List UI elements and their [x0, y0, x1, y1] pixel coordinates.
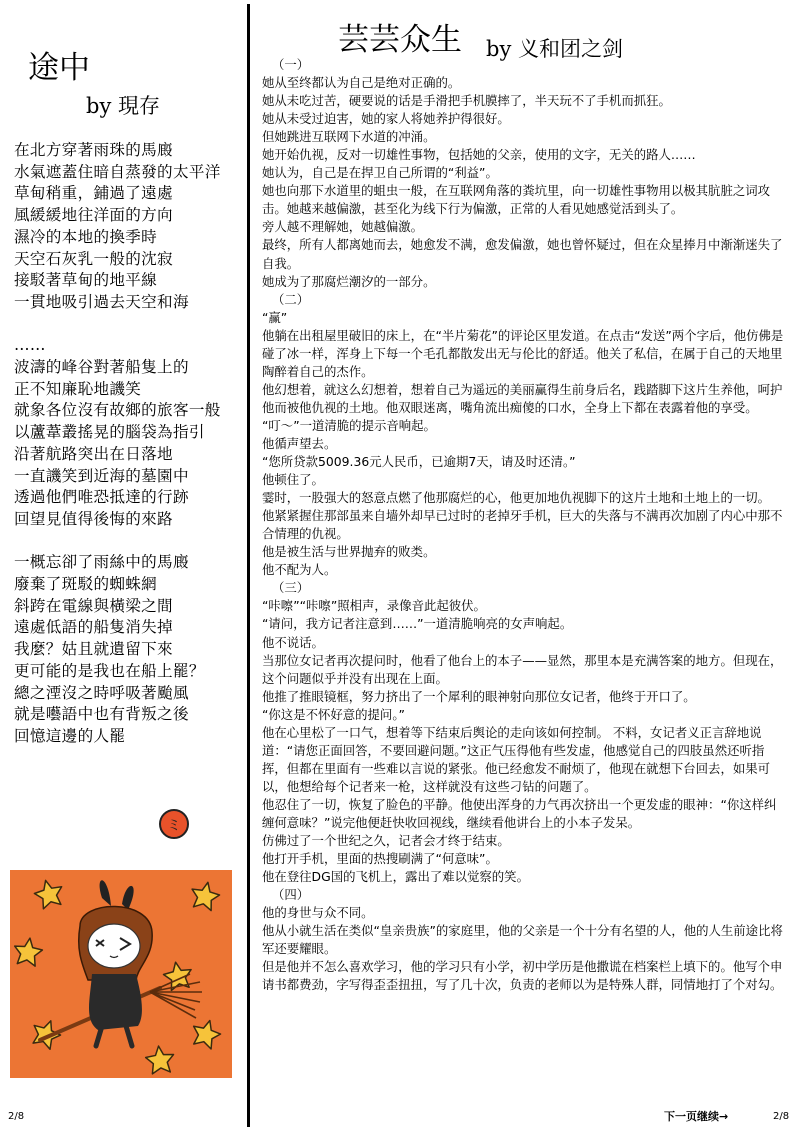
poem-line: 就是囈語中也有背叛之後 [14, 705, 189, 724]
article-paragraph: 她认为，自己是在捍卫自己所谓的“利益”。 [262, 165, 498, 181]
poem-line: 波濤的峰谷對著船隻上的 [14, 358, 189, 377]
poem-line: 一直譏笑到近海的墓園中 [14, 466, 189, 485]
article-paragraph: “你这是不怀好意的提问。” [262, 706, 405, 722]
article-paragraph: 她开始仇视，反对一切雄性事物，包括她的父亲，使用的文字，无关的路人…… [262, 147, 696, 163]
article-paragraph: 他在登往DG国的飞机上，露出了难以觉察的笑。 [262, 869, 529, 885]
poem-line: 沿著航路突出在日落地 [14, 444, 173, 463]
poem-line: 回憶這邊的人罷 [14, 726, 126, 745]
section-heading: （一） [272, 57, 310, 72]
article-title: 芸芸众生 [338, 22, 462, 58]
article-paragraph: 他顿住了。 [262, 472, 324, 488]
section-heading: （四） [272, 887, 310, 903]
poem-line: 天空石灰乳一般的沈寂 [14, 249, 173, 268]
article-body [262, 56, 784, 994]
poem-line: …… [14, 336, 46, 355]
article-paragraph: 他躺在出租屋里破旧的床上，在“半片菊花”的评论区里发道。在点击“发送”两个字后，他仿佛是碰了冰一样，浑身上下每一个毛孔都散发出无与伦比的舒适。他关了私信，在属于自己的天地里陶醉着自己的杰作。 [262, 327, 784, 379]
poem-line: 回望見值得後悔的來路 [14, 509, 173, 528]
section-heading: （三） [272, 580, 310, 596]
poem-line: 透過他們唯恐抵達的行跡 [14, 488, 189, 507]
article-paragraph: “请问，我方记者注意到……”一道清脆响亮的女声响起。 [262, 616, 573, 632]
article-paragraph: 但她跳进互联网下水道的冲涌。 [262, 129, 436, 145]
poem-line: 總之湮沒之時呼吸著颱風 [14, 683, 189, 702]
poem-line: 正不知廉恥地譏笑 [14, 379, 142, 398]
poem-title: 途中 [28, 50, 90, 86]
stanza-gap [14, 314, 246, 336]
article-paragraph: “咔嚓”“咔嚓”照相声，录像音此起彼伏。 [262, 598, 486, 614]
article-paragraph: “赢” [262, 309, 288, 325]
poem-line: 一貫地吸引過去天空和海 [14, 292, 189, 311]
article-paragraph: 他忍住了一切，恢复了脸色的平静。他使出浑身的力气再次挤出一个更发虚的眼神：“你这样纠缠何意味？”说完他便赶快收回视线，继续看他讲台上的小本子发呆。 [262, 796, 777, 830]
article-paragraph: 他在心里松了一口气，想着等下结束后舆论的走向该如何控制。 不料，女记者义正言辞地说道：“请您正面回答，不要回避问题。”这正气压得他有些发虚，他感觉自己的四肢虽然还听指挥，但都在里面有一些难以言说的紧张。他已经愈发不耐烦了，他现在就想下台回去，如果可以，他想给每个记者来一枪，这样就没有这些刁钻的问题了。 [262, 724, 771, 794]
article-author: by 义和团之剑 [486, 37, 623, 61]
article-paragraph: 他的身世与众不同。 [262, 905, 374, 921]
section-heading: （二） [272, 291, 310, 307]
article-paragraph: 她成为了那腐烂潮汐的一部分。 [262, 273, 436, 289]
article-paragraph: 她从未受过迫害，她的家人将她养护得很好。 [262, 111, 510, 127]
article-paragraph: 霎时，一股强大的怒意点燃了他那腐烂的心，他更加地仇视脚下的这片土地和土地上的一切。 [262, 490, 771, 506]
poem-author: by 現存 [86, 94, 160, 118]
page-number-left: 2/8 [8, 1111, 25, 1122]
article-paragraph: “您所贷款5009.36元人民币，已逾期7天，请及时还清。” [262, 454, 576, 470]
page-number-right: 2/8 [773, 1111, 790, 1122]
article-paragraph: 他幻想着，就这么幻想着，想着自己为遥远的美丽赢得生前身后名，践踏脚下这片生养他，呵护他而被他仇视的土地。他双眼迷离，嘴角流出痴傻的口水，全身上下都在表露着他的享受。 [262, 381, 783, 415]
poem-line: 以蘆葦叢搖晃的腦袋為指引 [14, 423, 205, 442]
article-paragraph: 他紧紧握住那部虽来自墙外却早已过时的老掉牙手机，巨大的失落与不满再次加剧了内心中那不合情理的仇视。 [262, 508, 783, 542]
poem-line: 接駁著草甸的地平線 [14, 271, 158, 290]
stanza-gap [14, 531, 246, 553]
poem-line: 更可能的是我也在船上罷？ [14, 661, 205, 680]
article-paragraph: 他不说话。 [262, 634, 324, 650]
article-paragraph: 旁人越不理解她，她越偏激。 [262, 219, 424, 235]
article-paragraph: 她从至终都认为自己是绝对正确的。 [262, 75, 461, 91]
article-paragraph: 但是他并不怎么喜欢学习，他的学习只有小学，初中学历是他撒谎在档案栏上填下的。他写个申请书都费劲，字写得歪歪扭扭，写了几十次，负责的老师以为是特殊人群，同情地打了个对勾。 [262, 959, 783, 993]
poem-line: 水氣遮蓋住暗自蒸發的太平洋 [14, 162, 221, 181]
bunny-witch-illustration [10, 870, 232, 1078]
column-divider [247, 4, 250, 1127]
poem-line: 廢棄了斑駁的蜘蛛網 [14, 575, 158, 594]
seal-stamp-icon: ミ [159, 809, 189, 839]
poem-line: 就象各位沒有故鄉的旅客一般 [14, 401, 221, 420]
poem-body [14, 140, 246, 748]
article-paragraph: 她从未吃过苦，硬要说的话是手滑把手机膜摔了，半天玩不了手机而抓狂。 [262, 93, 671, 109]
article-paragraph: 他循声望去。 [262, 435, 337, 451]
poem-line: 我麼？姑且就遺留下來 [14, 640, 173, 659]
poem-line: 遠處低語的船隻消失掉 [14, 618, 173, 637]
article-paragraph: 他打开手机，里面的热搜刷满了“何意味”。 [262, 851, 498, 867]
poem-line: 一概忘卻了雨絲中的馬廄 [14, 553, 189, 572]
next-page-link[interactable]: 下一页继续→ [664, 1110, 729, 1123]
article-paragraph: 他从小就生活在类似“皇亲贵族”的家庭里，他的父亲是一个十分有名望的人，他的人生前途比将军还要耀眼。 [262, 923, 783, 957]
article-paragraph: 他不配为人。 [262, 562, 337, 578]
poem-line: 風緩緩地往洋面的方向 [14, 206, 173, 225]
poem-line: 在北方穿著雨珠的馬廄 [14, 141, 173, 159]
poem-line: 草甸稍重，鋪過了遠處 [14, 184, 173, 203]
article-paragraph: 最终，所有人都离她而去，她愈发不满，愈发偏激，她也曾怀疑过，但在众星捧月中渐渐迷失了自我。 [262, 237, 783, 271]
poem-line: 濕冷的本地的換季時 [14, 227, 158, 246]
article-paragraph: 他是被生活与世界抛弃的败类。 [262, 544, 436, 560]
article-paragraph: 他推了推眼镜框，努力挤出了一个犀利的眼神射向那位女记者，他终于开口了。 [262, 688, 696, 704]
article-paragraph: “叮～”一道清脆的提示音响起。 [262, 417, 436, 433]
article-paragraph: 当那位女记者再次提问时，他看了他台上的本子——显然，那里本是充满答案的地方。但现在，这个问题似乎并没有出现在上面。 [262, 652, 783, 686]
article-paragraph: 她也向那下水道里的蛆虫一般，在互联网角落的粪坑里，向一切雄性事物用以极其肮脏之词攻击。她越来越偏激，甚至化为线下行为偏激，正常的人看见她感觉活到头了。 [262, 183, 771, 217]
article-paragraph: 仿佛过了一个世纪之久，记者会才终于结束。 [262, 833, 510, 849]
poem-line: 斜跨在電線與橫梁之間 [14, 596, 173, 615]
